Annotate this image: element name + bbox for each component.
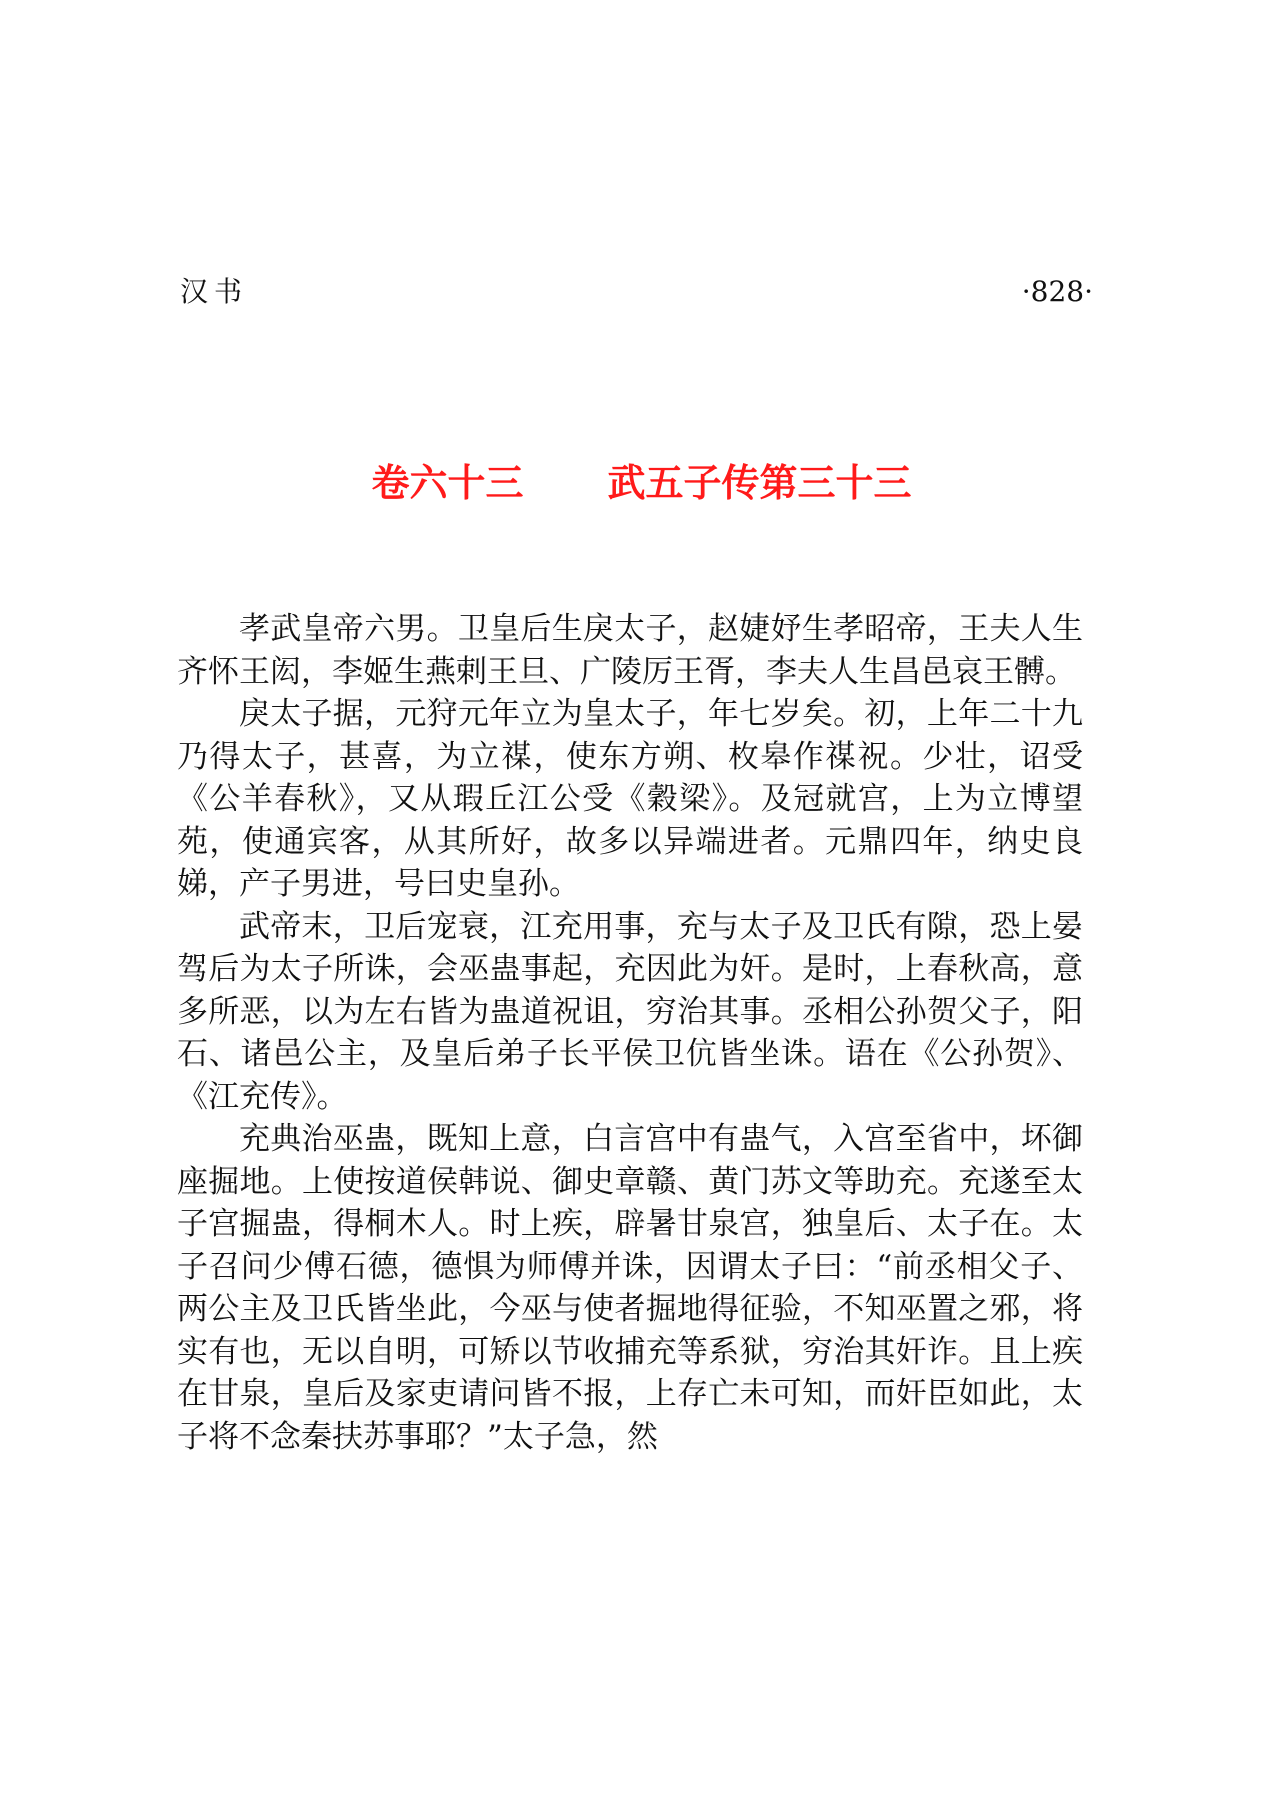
chapter-volume: 卷六十三 bbox=[371, 460, 524, 505]
body-text bbox=[177, 608, 1083, 1458]
chapter-title bbox=[0, 458, 1283, 508]
running-header-book-title: 汉书 bbox=[180, 275, 249, 308]
paragraph-3: 武帝末，卫后宠衰，江充用事，充与太子及卫氏有隙，恐上晏驾后为太子所诛，会巫蛊事起，充因此为奸。是时，上春秋高，意多所恶，以为左右皆为蛊道祝诅，穷治其事。丞相公孙贺父子，阳石、诸邑公主，及皇后弟子长平侯卫伉皆坐诛。语在《公孙贺》、《江充传》。 bbox=[177, 908, 1083, 1115]
chapter-name: 武五子传第三十三 bbox=[607, 460, 912, 505]
page-number: ·828· bbox=[1021, 275, 1093, 308]
paragraph-4: 充典治巫蛊，既知上意，白言宫中有蛊气，入宫至省中，坏御座掘地。上使按道侯韩说、御史章赣、黄门苏文等助充。充遂至太子宫掘蛊，得桐木人。时上疾，辟暑甘泉宫，独皇后、太子在。太子召问少傅石德，德惧为师傅并诛，因谓太子曰：“前丞相父子、两公主及卫氏皆坐此，今巫与使者掘地得征验，不知巫置之邪，将实有也，无以自明，可矫以节收捕充等系狱，穷治其奸诈。且上疾在甘泉，皇后及家吏请问皆不报，上存亡未可知，而奸臣如此，太子将不念秦扶苏事耶？”太子急，然 bbox=[177, 1121, 1083, 1455]
paragraph-2: 戾太子据，元狩元年立为皇太子，年七岁矣。初，上年二十九乃得太子，甚喜，为立禖，使东方朔、枚皋作禖祝。少壮，诏受《公羊春秋》，又从瑕丘江公受《穀梁》。及冠就宫，上为立博望苑，使通宾客，从其所好，故多以异端进者。元鼎四年，纳史良娣，产子男进，号曰史皇孙。 bbox=[177, 696, 1083, 902]
paragraph-1: 孝武皇帝六男。卫皇后生戾太子，赵婕妤生孝昭帝，王夫人生齐怀王闳，李姬生燕剌王旦、广陵厉王胥，李夫人生昌邑哀王髆。 bbox=[177, 611, 1083, 690]
